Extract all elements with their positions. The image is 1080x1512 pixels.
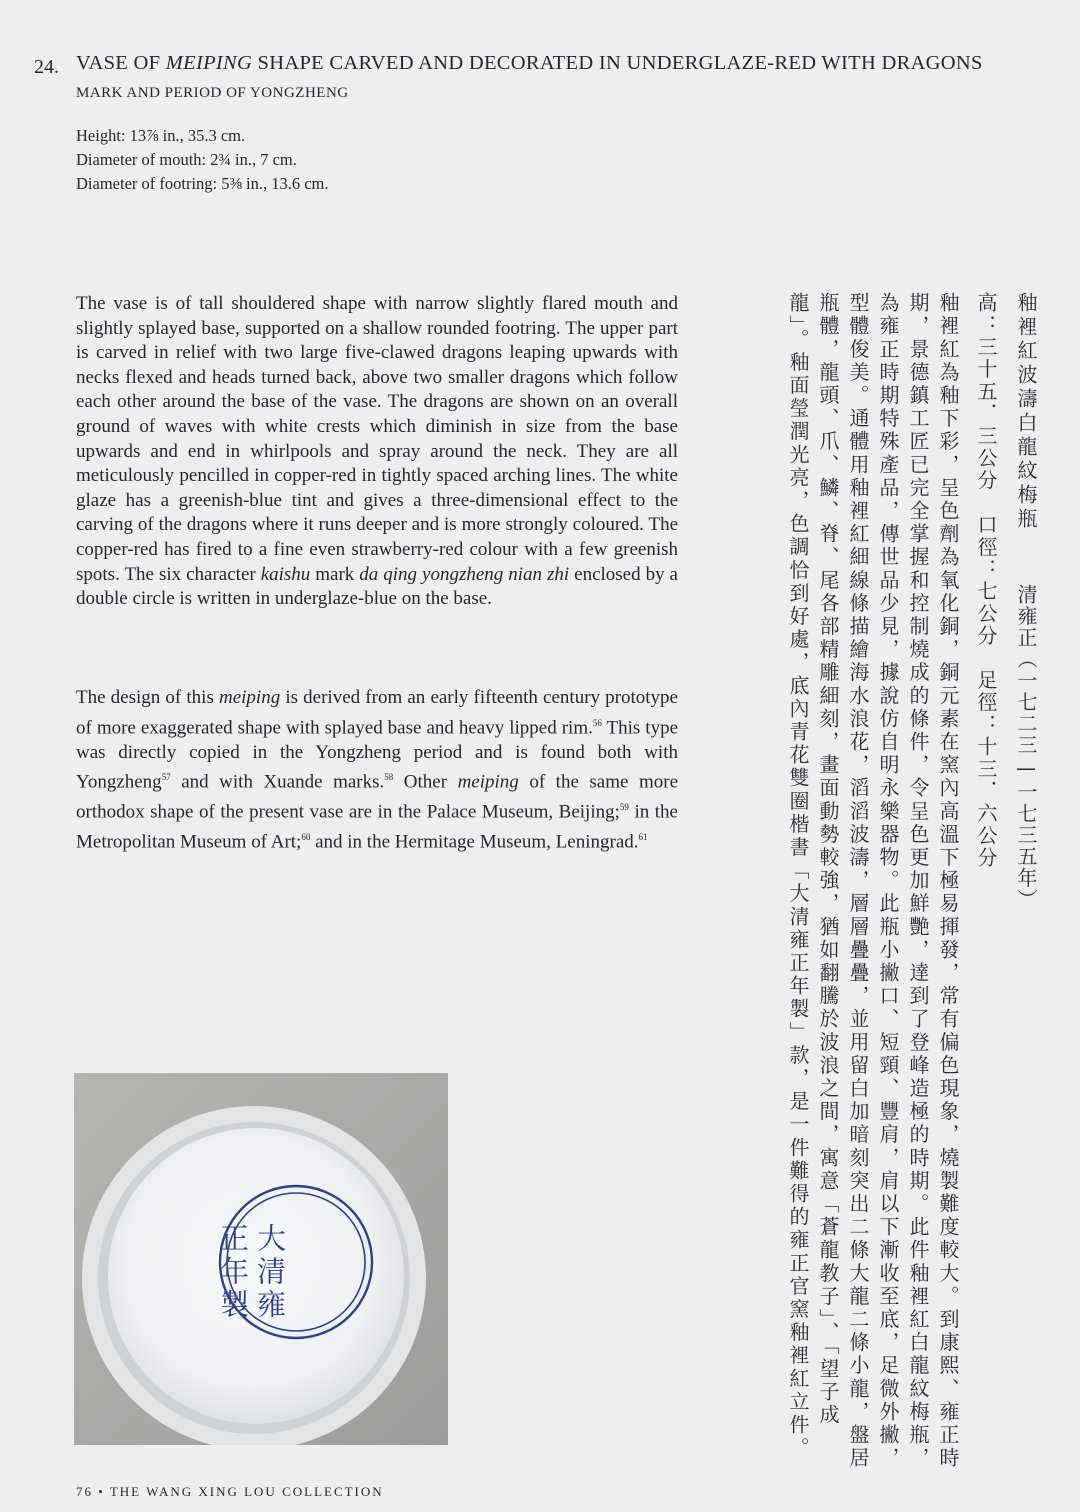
text-run: and with Xuande marks. bbox=[170, 771, 385, 793]
chinese-period: 清雍正（一七二三—一七三五年） bbox=[1014, 584, 1038, 911]
chinese-title: 釉裡紅波濤白龍紋梅瓶 bbox=[1014, 292, 1038, 532]
italic-kaishu: kaishu bbox=[260, 563, 311, 585]
text-run: and in the Hermitage Museum, Leningrad. bbox=[310, 831, 639, 853]
page-footer bbox=[76, 1484, 384, 1500]
footnote-ref: 58 bbox=[384, 772, 394, 783]
footnote-ref: 60 bbox=[301, 831, 311, 842]
vase-base-illustration bbox=[74, 1073, 448, 1445]
entry-subtitle: MARK AND PERIOD OF YONGZHENG bbox=[76, 85, 349, 101]
italic-meiping: meiping bbox=[457, 771, 519, 793]
dimension-footring-diameter: Diameter of footring: 5⅜ in., 13.6 cm. bbox=[76, 174, 329, 193]
dimension-height: Height: 13⅞ in., 35.3 cm. bbox=[76, 126, 246, 145]
chinese-text-column-1: 釉裡紅為釉下彩，呈色劑為氧化銅，銅元素在窯內高溫下極易揮發，常有偏色現象，燒製難度較大。到康熙、雍正時 bbox=[936, 292, 960, 1471]
footnote-ref: 61 bbox=[638, 831, 648, 842]
chinese-text-column-6: 龍」。釉面瑩潤光亮，色調恰到好處，底內青花雙圈楷書「大清雍正年製」款，是一件難得的雍正官窯釉裡紅立件。 bbox=[786, 292, 810, 1461]
text-run: Other bbox=[393, 771, 458, 793]
reign-mark-left-column: 正年製 bbox=[216, 1223, 250, 1322]
page-number: 76 bbox=[76, 1484, 93, 1499]
footnote-ref: 57 bbox=[161, 772, 171, 783]
text-run: This type was directly copied in the Yongzheng period and is found both with Yongzheng bbox=[76, 716, 678, 793]
text-run: The vase is of tall shouldered shape with narrow slightly flared mouth and slightly splayed base, supported on a shallow rounded footring. The upper part is carved in relief with two large five-clawed dragons leaping upwards with necks flexed and heads turned back, above two smaller dragons which follow each other around the base of the vase. The dragons are shown on an overall ground of waves with white crests which diminish in size from the base upwards and end in whirlpools and spray around the neck. They are all meticulously pencilled in copper-red in tightly spaced arching lines. The white glaze has a greenish-blue tint and gives a three-dimensional effect to the carving of the dragons where it runs deeper and is more strongly coloured. The copper-red has fired to a fine even strawberry-red colour with a few greenish spots. The six character bbox=[76, 293, 678, 585]
dimension-mouth-diameter: Diameter of mouth: 2¾ in., 7 cm. bbox=[76, 150, 297, 169]
footnote-ref: 56 bbox=[592, 717, 602, 728]
chinese-text-column-2: 期，景德鎮工匠已完全掌握和控制燒成的條件，令呈色更加鮮艷，達到了登峰造極的時期。此件釉裡紅白龍紋梅瓶， bbox=[906, 292, 930, 1471]
text-run: enclosed by a double circle is written in underglaze-blue on the base. bbox=[76, 563, 678, 610]
collection-name: THE WANG XING LOU COLLECTION bbox=[109, 1484, 384, 1499]
text-run: The design of this bbox=[76, 687, 219, 708]
title-italic-meiping: MEIPING bbox=[165, 52, 253, 74]
text-run: in the Metropolitan Museum of Art; bbox=[76, 801, 678, 853]
reign-mark-right-column: 大清雍 bbox=[253, 1223, 287, 1322]
text-run: is derived from an early fifteenth century prototype of more exaggerated shape with splayed base and heavy lipped rim. bbox=[76, 687, 678, 738]
dimensions-list bbox=[76, 124, 329, 196]
entry-number: 24. bbox=[34, 56, 59, 78]
base-photo bbox=[74, 1073, 448, 1445]
footnote-ref: 59 bbox=[619, 802, 629, 813]
italic-meiping: meiping bbox=[219, 687, 281, 708]
footer-separator: • bbox=[98, 1484, 105, 1499]
italic-mark-transliteration: da qing yongzheng nian zhi bbox=[359, 563, 570, 585]
chinese-text-column-4: 型體俊美。通體用釉裡紅細線條描繪海水浪花，滔滔波濤，層層疊疊，並用留白加暗刻突出二條大龍二條小龍，盤居 bbox=[846, 292, 870, 1471]
entry-title bbox=[76, 52, 983, 75]
description-paragraph-2 bbox=[76, 686, 678, 855]
description-paragraph-1 bbox=[76, 292, 678, 612]
chinese-dimensions: 高：三十五．三公分 口徑：七公分 足徑：十三．六公分 bbox=[974, 292, 998, 870]
title-part-1: VASE OF bbox=[76, 52, 166, 74]
chinese-text-column-3: 為雍正時期特殊產品，傳世品少見，據說仿自明永樂器物。此瓶小撇口、短頸、豐肩，肩以下漸收至底，足微外撇， bbox=[876, 292, 900, 1471]
title-part-2: SHAPE CARVED AND DECORATED IN UNDERGLAZE-RED WITH DRAGONS bbox=[252, 52, 983, 74]
text-run: of the same more orthodox shape of the present vase are in the Palace Museum, Beijing; bbox=[76, 771, 679, 823]
chinese-text-column-5: 瓶體，龍頭、爪、鱗、脊、尾各部精雕細刻，畫面動勢較強，猶如翻騰於波浪之間，寓意「蒼龍教子」、「望子成 bbox=[816, 292, 840, 1427]
text-run: mark bbox=[310, 563, 360, 585]
